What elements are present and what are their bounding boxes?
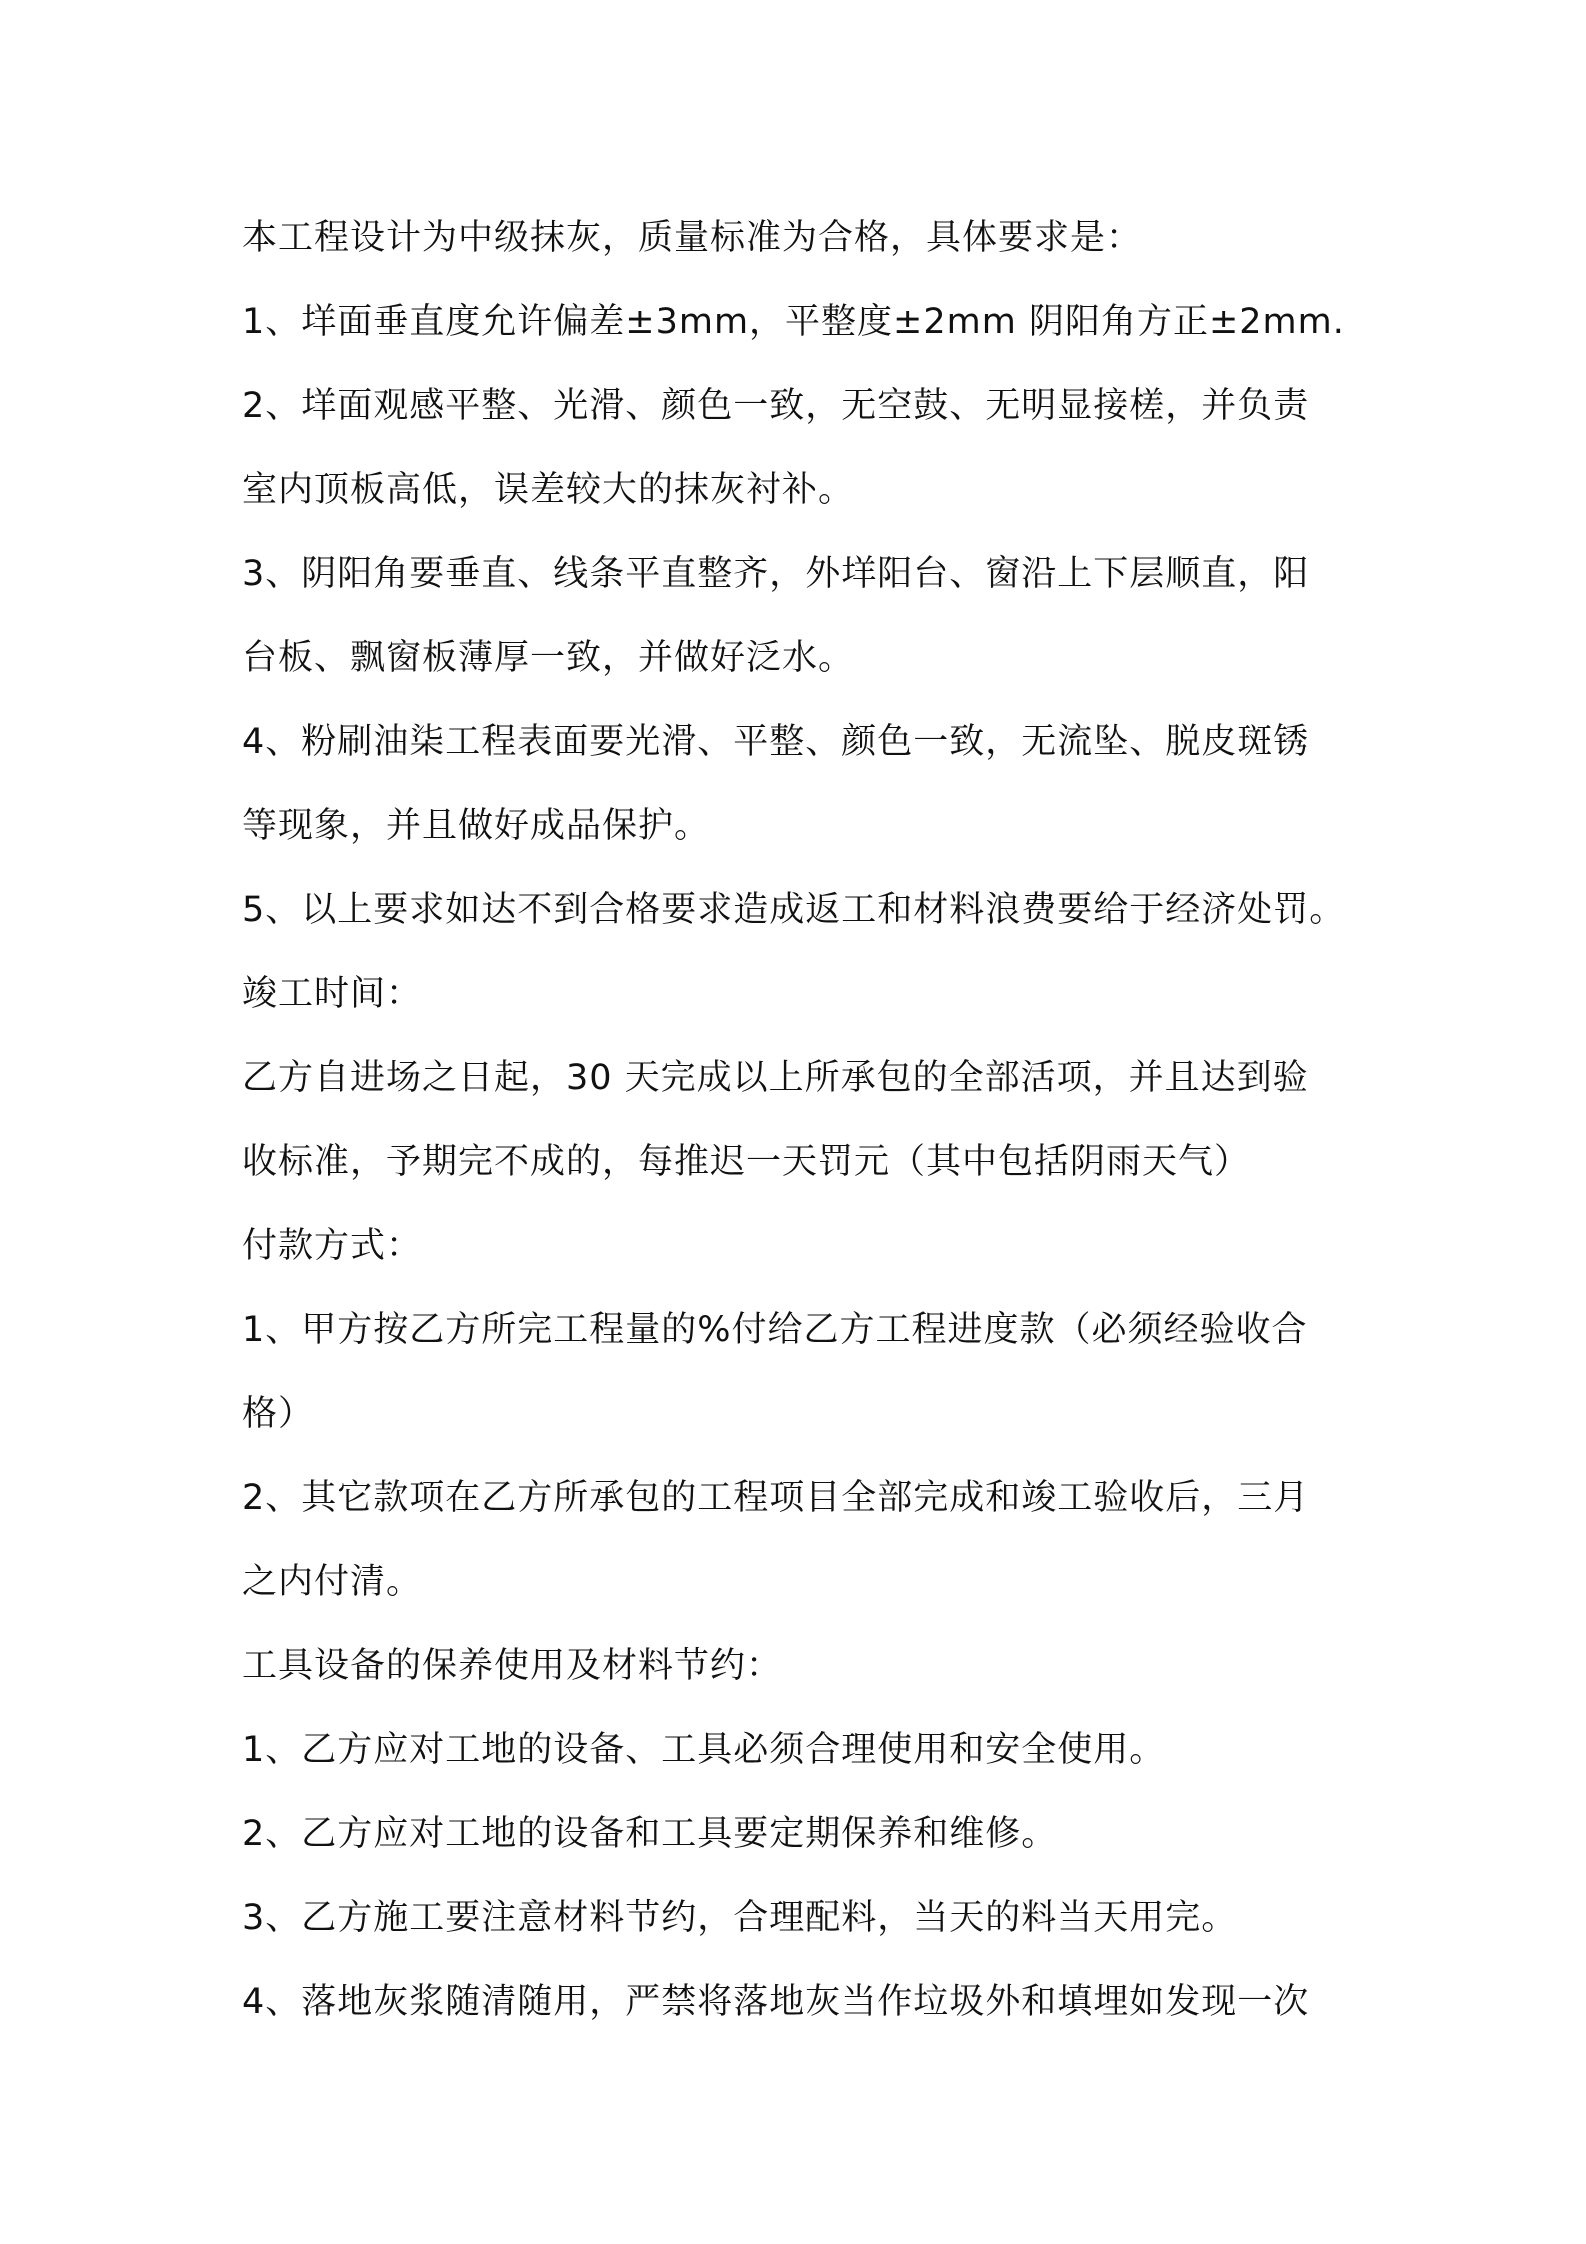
intro-line: 本工程设计为中级抹灰，质量标准为合格，具体要求是： xyxy=(242,218,1143,258)
requirement-5-line: 5、以上要求如达不到合格要求造成返工和材料浪费要给于经济处罚。 xyxy=(242,890,1346,930)
equipment-heading: 工具设备的保养使用及材料节约： xyxy=(242,1646,783,1686)
completion-time-line-2: 收标准，予期完不成的，每推迟一天罚元（其中包括阴雨天气） xyxy=(242,1142,1251,1182)
requirement-2-line-1: 2、垟面观感平整、光滑、颜色一致，无空鼓、无明显接槎，并负责 xyxy=(242,386,1310,426)
equipment-3-line: 3、乙方施工要注意材料节约，合理配料，当天的料当天用完。 xyxy=(242,1898,1238,1938)
requirement-2-line-2: 室内顶板高低，误差较大的抹灰衬补。 xyxy=(242,470,855,510)
requirement-3-line-2: 台板、飘窗板薄厚一致，并做好泛水。 xyxy=(242,638,855,678)
equipment-4-line: 4、落地灰浆随清随用，严禁将落地灰当作垃圾外和填埋如发现一次 xyxy=(242,1982,1310,2022)
document-body xyxy=(242,196,1372,2044)
completion-time-heading: 竣工时间： xyxy=(242,974,423,1014)
payment-1-line-2: 格） xyxy=(242,1394,315,1434)
payment-2-line-2: 之内付清。 xyxy=(242,1562,423,1602)
completion-time-line-1: 乙方自进场之日起，30 天完成以上所承包的全部活项，并且达到验 xyxy=(242,1058,1309,1098)
payment-1-line-1: 1、甲方按乙方所完工程量的%付给乙方工程进度款（必须经验收合 xyxy=(242,1310,1308,1350)
requirement-1-line: 1、垟面垂直度允许偏差±3mm，平整度±2mm 阴阳角方正±2mm. xyxy=(242,302,1345,342)
requirement-3-line-1: 3、阴阳角要垂直、线条平直整齐，外垟阳台、窗沿上下层顺直，阳 xyxy=(242,554,1310,594)
requirement-4-line-1: 4、粉刷油柒工程表面要光滑、平整、颜色一致，无流坠、脱皮斑锈 xyxy=(242,722,1310,762)
payment-heading: 付款方式： xyxy=(242,1226,423,1266)
equipment-1-line: 1、乙方应对工地的设备、工具必须合理使用和安全使用。 xyxy=(242,1730,1166,1770)
payment-2-line-1: 2、其它款项在乙方所承包的工程项目全部完成和竣工验收后，三月 xyxy=(242,1478,1310,1518)
requirement-4-line-2: 等现象，并且做好成品保护。 xyxy=(242,806,711,846)
equipment-2-line: 2、乙方应对工地的设备和工具要定期保养和维修。 xyxy=(242,1814,1058,1854)
